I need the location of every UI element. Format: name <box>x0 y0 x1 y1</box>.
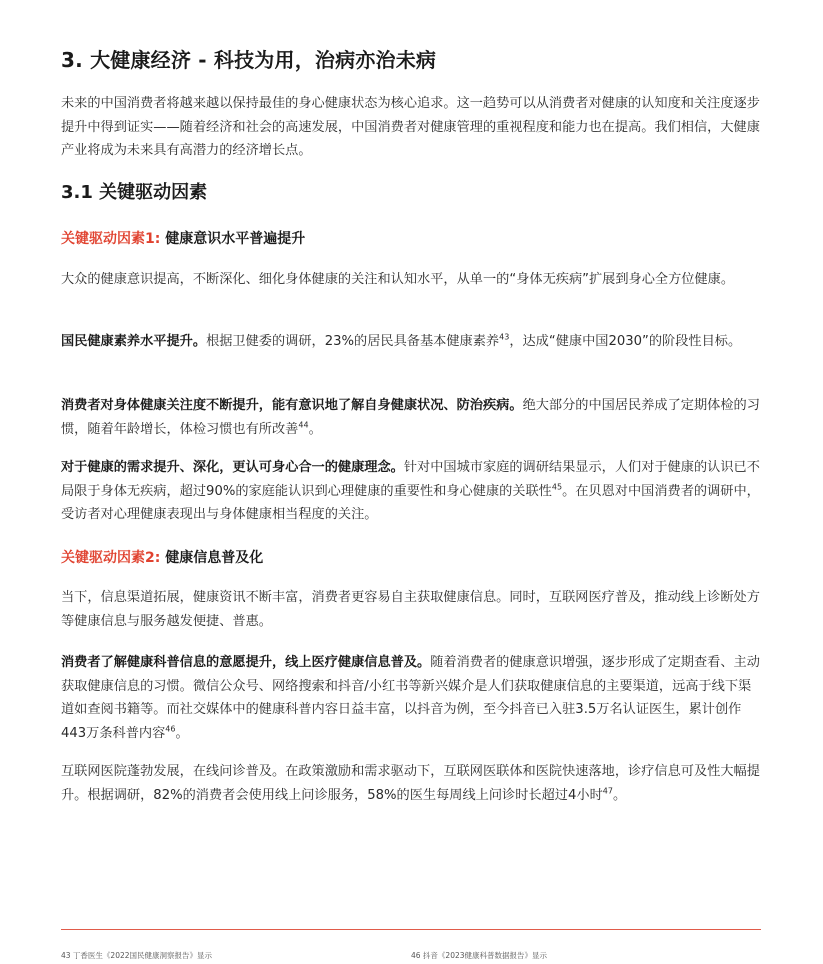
paragraph-text: 互联网医院蓬勃发展，在线问诊普及。在政策激励和需求驱动下，互联网医联体和医院快速落地，诊疗信息可及性大幅提升。根据调研，82%的消费者会使用线上问诊服务，58%的医生每周线上问诊时长超过4小时 <box>61 764 760 803</box>
driver1-summary: 大众的健康意识提高，不断深化、细化身体健康的关注和认知水平，从单一的“身体无疾病”扩展到身心全方位健康。 <box>61 272 735 287</box>
footnote-ref-45: 45 <box>551 482 563 492</box>
subsection-title: 3.1 关键驱动因素 <box>61 182 208 203</box>
footnote-ref-44: 44 <box>298 420 309 430</box>
paragraph-text: 随着消费者的健康意识增强，逐步形成了定期查看、主动获取健康信息的习惯。微信公众号、网络搜索和抖音/小红书等新兴媒介是人们获取健康信息的主要渠道，远高于线下渠道如查阅书籍等。而社交媒体中的健康科普内容日益丰富，以抖音为例，至今抖音已入驻3.5万名认证医生，累计创作443万条科普内容 <box>61 655 760 741</box>
paragraph-tail: 。 <box>308 421 322 437</box>
paragraph-text: 绝大部分的中国居民养成了定期体检的习惯，随着年龄增长，体检习惯也有所改善 <box>61 398 760 437</box>
driver2-summary: 当下，信息渠道拓展，健康资讯不断丰富，消费者更容易自主获取健康信息。同时，互联网医疗普及，推动线上诊断处方等健康信息与服务越发便捷、普惠。 <box>61 590 760 629</box>
footnote-ref-47: 47 <box>602 786 613 796</box>
section-title: 3. 大健康经济 - 科技为用，治病亦治未病 <box>61 48 437 72</box>
driver2-paragraph-1 <box>61 651 763 745</box>
paragraph-text: 针对中国城市家庭的调研结果显示，人们对于健康的认识已不局限于身体无疾病，超过90%的家庭能认识到心理健康的重要性和身心健康的关联性 <box>61 460 760 499</box>
driver1-paragraph-2 <box>61 394 763 441</box>
footer-divider <box>61 929 761 930</box>
paragraph-lead: 国民健康素养水平提升。 <box>61 334 207 349</box>
driver1-title: 健康意识水平普遍提升 <box>165 231 306 247</box>
driver1-heading <box>61 228 763 250</box>
footnote-46: 46 抖音《2023健康科普数据报告》显示 <box>411 951 548 960</box>
paragraph-lead: 消费者对身体健康关注度不断提升，能有意识地了解自身健康状况、防治疾病。 <box>61 398 523 413</box>
footnote-43: 43 丁香医生《2022国民健康洞察报告》显示 <box>61 951 213 960</box>
driver2-tag: 关键驱动因素2: <box>61 550 161 566</box>
paragraph-lead: 对于健康的需求提升、深化，更认可身心合一的健康理念。 <box>61 460 404 475</box>
footnote-ref-46: 46 <box>165 724 176 734</box>
paragraph-text: 根据卫健委的调研，23%的居民具备基本健康素养 <box>206 334 500 349</box>
driver2-title: 健康信息普及化 <box>165 550 264 566</box>
paragraph-tail: 。 <box>175 725 189 741</box>
paragraph-tail: ，达成“健康中国2030”的阶段性目标。 <box>509 334 742 349</box>
driver2-paragraph-2 <box>61 760 763 807</box>
driver1-paragraph-3 <box>61 456 763 527</box>
paragraph-lead: 消费者了解健康科普信息的意愿提升，线上医疗健康信息普及。 <box>61 655 431 670</box>
paragraph-tail: 。在贝恩对中国消费者的调研中，受访者对心理健康表现出与身体健康相当程度的关注。 <box>61 483 760 522</box>
section-intro: 未来的中国消费者将越来越以保持最佳的身心健康状态为核心追求。这一趋势可以从消费者对健康的认知度和关注度逐步提升中得到证实——随着经济和社会的高速发展，中国消费者对健康管理的重视程度和能力也在提高。我们相信，大健康产业将成为未来具有高潜力的经济增长点。 <box>61 96 760 158</box>
footnote-ref-43: 43 <box>499 332 510 342</box>
paragraph-tail: 。 <box>612 787 627 803</box>
driver2-heading <box>61 547 763 569</box>
driver1-tag: 关键驱动因素1: <box>61 231 161 247</box>
driver1-paragraph-1 <box>61 330 763 354</box>
